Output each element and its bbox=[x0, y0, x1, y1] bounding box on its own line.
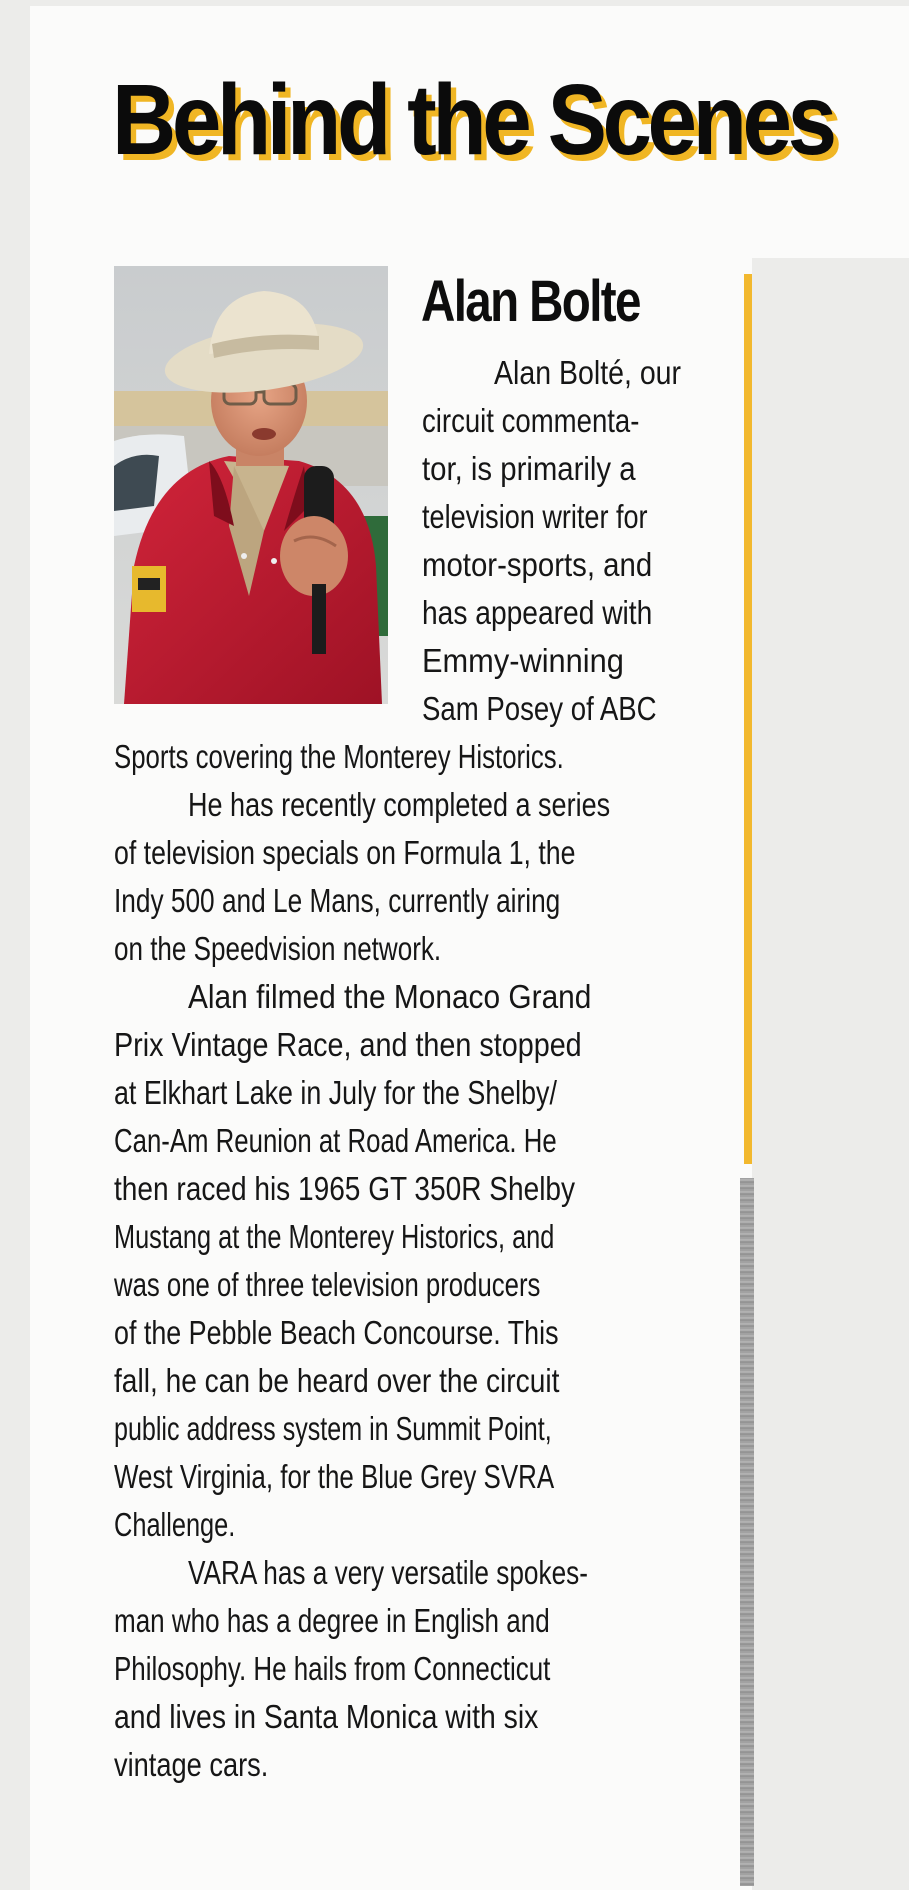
body-line: Emmy-winning bbox=[422, 642, 624, 679]
body-line: of the Pebble Beach Concourse. This bbox=[114, 1314, 559, 1351]
body-line: Alan Bolté, our bbox=[494, 354, 682, 391]
body-line: Can-Am Reunion at Road America. He bbox=[114, 1122, 557, 1159]
body-line: vintage cars. bbox=[114, 1746, 269, 1783]
body-line: fall, he can be heard over the circuit bbox=[114, 1362, 560, 1399]
body-line: at Elkhart Lake in July for the Shelby/ bbox=[114, 1074, 557, 1111]
body-line: Alan filmed the Monaco Grand bbox=[188, 978, 592, 1015]
yellow-vertical-rule bbox=[744, 274, 752, 1164]
body-line: Prix Vintage Race, and then stopped bbox=[114, 1026, 582, 1063]
section-title: Behind the Scenes bbox=[112, 64, 833, 176]
body-line: circuit commenta- bbox=[422, 402, 640, 439]
body-line: Indy 500 and Le Mans, currently airing bbox=[114, 882, 561, 919]
body-line: and lives in Santa Monica with six bbox=[114, 1698, 539, 1735]
body-line: Sports covering the Monterey Historics. bbox=[114, 738, 564, 775]
body-line: public address system in Summit Point, bbox=[114, 1410, 552, 1447]
body-line: Challenge. bbox=[114, 1506, 236, 1543]
body-line: then raced his 1965 GT 350R Shelby bbox=[114, 1170, 576, 1207]
grey-vertical-rule bbox=[740, 1178, 754, 1886]
body-line: man who has a degree in English and bbox=[114, 1602, 550, 1639]
body-line: He has recently completed a series bbox=[188, 786, 611, 823]
body-line: Philosophy. He hails from Connecticut bbox=[114, 1650, 551, 1687]
body-line: tor, is primarily a bbox=[422, 450, 636, 487]
body-line: Mustang at the Monterey Historics, and bbox=[114, 1218, 555, 1255]
body-line: Sam Posey of ABC bbox=[422, 690, 657, 727]
body-line: television writer for bbox=[422, 498, 648, 535]
body-line: on the Speedvision network. bbox=[114, 930, 442, 967]
portrait-photo bbox=[114, 266, 388, 704]
body-line: was one of three television producers bbox=[114, 1266, 541, 1303]
body-line: has appeared with bbox=[422, 594, 653, 631]
body-line: VARA has a very versatile spokes- bbox=[188, 1554, 588, 1591]
body-line: West Virginia, for the Blue Grey SVRA bbox=[114, 1458, 555, 1495]
article-heading: Alan Bolte bbox=[421, 269, 640, 334]
right-margin bbox=[752, 258, 909, 1890]
body-line: of television specials on Formula 1, the bbox=[114, 834, 576, 871]
body-line: motor-sports, and bbox=[422, 546, 653, 583]
